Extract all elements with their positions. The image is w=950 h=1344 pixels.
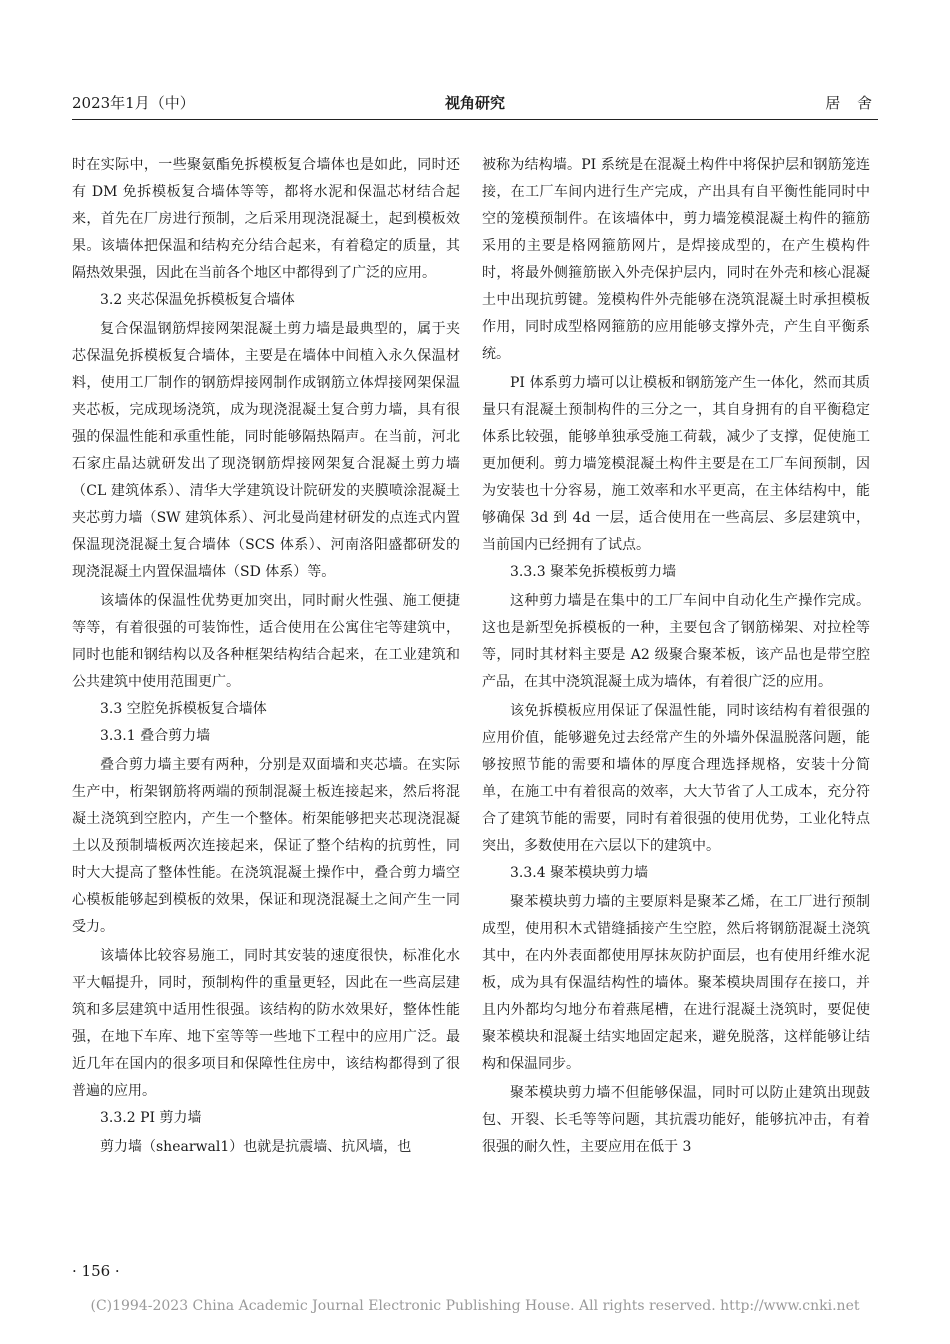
- header-rule: [72, 119, 878, 120]
- section-heading: 3.3 空腔免拆模板复合墙体: [100, 701, 267, 717]
- left-column: [72, 152, 460, 1161]
- section-heading: 3.2 夹芯保温免拆模板复合墙体: [100, 292, 295, 308]
- right-column: [482, 152, 870, 1161]
- body-paragraph: 聚苯模块剪力墙不但能够保温，同时可以防止建筑出现鼓包、开裂、长毛等等问题，其抗震功能好，能够抗冲击，有着很强的耐久性，主要应用在低于 3: [482, 1085, 870, 1155]
- section-heading: 3.3.3 聚苯免拆模板剪力墙: [510, 564, 677, 580]
- section-heading: 3.3.1 叠合剪力墙: [100, 728, 211, 744]
- body-paragraph: 聚苯模块剪力墙的主要原料是聚苯乙烯，在工厂进行预制成型，使用积木式错缝插接产生空腔，然后将钢筋混凝土浇筑其中，在内外表面都使用厚抹灰防护面层，也有使用纤维水泥板，成为具有保温结构性的墙体。聚苯模块周围存在接口，并且内外都均匀地分布着燕尾槽，在进行混凝土浇筑时，要促使聚苯模块和混凝土结实地固定起来，避免脱落，这样能够让结构和保温同步。: [482, 894, 870, 1072]
- page-number: · 156 ·: [72, 1262, 120, 1280]
- issue-date: 2023年1月（中）: [72, 94, 195, 112]
- body-paragraph: 这种剪力墙是在集中的工厂车间中自动化生产操作完成。这也是新型免拆模板的一种，主要包含了钢筋梯架、对拉栓等等，同时其材料主要是 A2 级聚合聚苯板，该产品也是带空腔产品，在其中浇筑混凝土成为墙体，有着很广泛的应用。: [482, 593, 870, 690]
- body-paragraph: 该免拆模板应用保证了保温性能，同时该结构有着很强的应用价值，能够避免过去经常产生的外墙外保温脱落问题，能够按照节能的需要和墙体的厚度合理选择规格，安装十分简单，在施工中有着很高的效率，大大节省了人工成本，充分符合了建筑节能的需要，同时有着很强的使用优势，工业化特点突出，多数使用在六层以下的建筑中。: [482, 703, 870, 854]
- body-paragraph: 该墙体的保温性优势更加突出，同时耐火性强、施工便捷等等，有着很强的可装饰性，适合使用在公寓住宅等建筑中，同时也能和钢结构以及各种框架结构结合起来，在工业建筑和公共建筑中使用范围更广。: [72, 593, 460, 690]
- body-paragraph: 叠合剪力墙主要有两种，分别是双面墙和夹芯墙。在实际生产中，桁架钢筋将两端的预制混凝土板连接起来，然后将混凝土浇筑到空腔内，产生一个整体。桁架能够把夹芯现浇混凝土以及预制墙板两次连接起来，保证了整个结构的抗剪性，同时大大提高了整体性能。在浇筑混凝土操作中，叠合剪力墙空心模板能够起到模板的效果，保证和现浇混凝土之间产生一同受力。: [72, 757, 460, 935]
- section-heading: 3.3.2 PI 剪力墙: [100, 1110, 202, 1126]
- body-paragraph: PI 体系剪力墙可以让模板和钢筋笼产生一体化，然而其质量只有混凝土预制构件的三分之一，其自身拥有的自平衡稳定体系比较强，能够单独承受施工荷载，减少了支撑，促使施工更加便利。剪力墙笼模混凝土构件主要是在工厂车间预制，因为安装也十分容易，施工效率和水平更高，在主体结构中，能够确保 3d 到 4d 一层，适合使用在一些高层、多层建筑中，当前国内已经拥有了试点。: [482, 375, 870, 553]
- section-heading: 3.3.4 聚苯模块剪力墙: [510, 865, 649, 881]
- column-title: 视角研究: [444, 94, 505, 112]
- page-header: [72, 92, 878, 118]
- body-paragraph: 时在实际中，一些聚氨酯免拆模板复合墙体也是如此，同时还有 DM 免拆模板复合墙体等等，都将水泥和保温芯材结合起来，首先在厂房进行预制，之后采用现浇混凝土，起到模板效果。该墙体把保温和结构充分结合起来，有着稳定的质量，其隔热效果强，因此在当前各个地区中都得到了广泛的应用。: [72, 157, 460, 281]
- body-paragraph: 剪力墙（shearwal1）也就是抗震墙、抗风墙，也: [100, 1139, 412, 1155]
- copyright-footer: (C)1994-2023 China Academic Journal Electronic Publishing House. All rights reserved. http://www.cnki.net: [90, 1298, 860, 1314]
- magazine-name: 居 舍: [825, 94, 878, 112]
- body-paragraph: 被称为结构墙。PI 系统是在混凝土构件中将保护层和钢筋笼连接，在工厂车间内进行生产完成，产出具有自平衡性能同时中空的笼模预制件。在该墙体中，剪力墙笼模混凝土构件的箍筋采用的主要是格网箍筋网片，是焊接成型的，在产生模构件时，将最外侧箍筋嵌入外壳保护层内，同时在外壳和核心混凝土中出现抗剪键。笼模构件外壳能够在浇筑混凝土时承担模板作用，同时成型格网箍筋的应用能够支撑外壳，产生自平衡系统。: [482, 157, 870, 362]
- body-paragraph: 该墙体比较容易施工，同时其安装的速度很快，标准化水平大幅提升，同时，预制构件的重量更轻，因此在一些高层建筑和多层建筑中适用性很强。该结构的防水效果好，整体性能强，在地下车库、地下室等等一些地下工程中的应用广泛。最近几年在国内的很多项目和保障性住房中，该结构都得到了很普遍的应用。: [72, 948, 460, 1099]
- body-paragraph: 复合保温钢筋焊接网架混凝土剪力墙是最典型的，属于夹芯保温免拆模板复合墙体，主要是在墙体中间植入永久保温材料，使用工厂制作的钢筋焊接网制作成钢筋立体焊接网架保温夹芯板，完成现场浇筑，成为现浇混凝土复合剪力墙，具有很强的保温性能和承重性能，同时能够隔热隔声。在当前，河北石家庄晶达就研发出了现浇钢筋焊接网架复合混凝土剪力墙（CL 建筑体系）、清华大学建筑设计院研发的夹膜喷涂混凝土夹芯剪力墙（SW 建筑体系）、河北曼尚建材研发的点连式内置保温现浇混凝土复合墙体（SCS 体系）、河南洛阳盛都研发的现浇混凝土内置保温墙体（SD 体系）等。: [72, 321, 460, 580]
